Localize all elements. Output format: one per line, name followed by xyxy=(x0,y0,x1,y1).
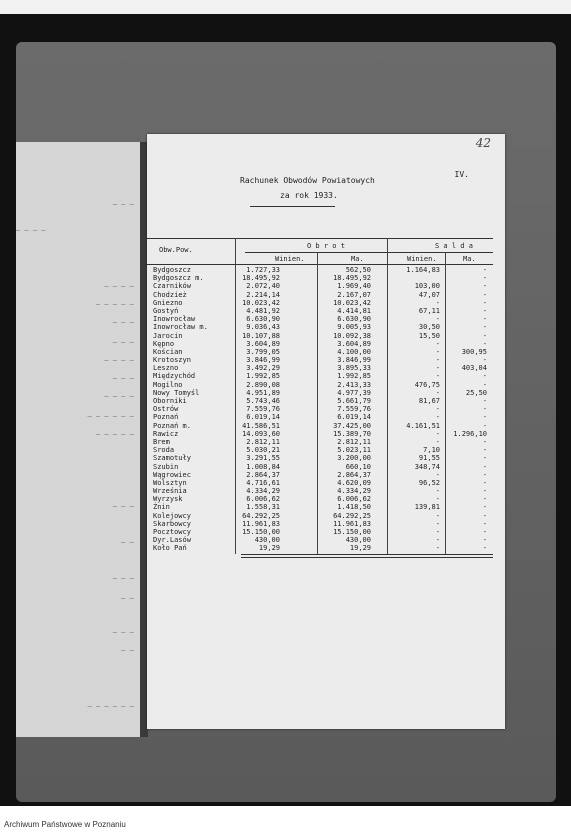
header-ma: Ma. xyxy=(351,255,364,263)
obrot-ma: 4.100,00 xyxy=(337,347,371,356)
table-row xyxy=(147,299,505,307)
district-name: Wolsztyn xyxy=(153,478,187,487)
background-page: — — — — — — — — — — — — — — — — — — — — — — — — — — — — — — — — — — — — — — — — — — — — — — — — — — — — — — — — — — — — — — — — — xyxy=(16,142,140,737)
obrot-ma: 430,00 xyxy=(345,536,371,545)
obrot-ma: 11.961,83 xyxy=(333,519,371,528)
salda-ma: - xyxy=(482,266,487,274)
header-obw-pow: Obw.Pow. xyxy=(159,246,193,254)
salda-winien: - xyxy=(435,519,440,528)
document-subtitle: za rok 1933. xyxy=(280,191,338,200)
district-name: Kolejowcy xyxy=(153,511,191,520)
obrot-winien: 10.107,88 xyxy=(242,331,280,340)
salda-winien: - xyxy=(435,364,440,373)
obrot-winien: 3.291,55 xyxy=(246,454,280,463)
header-salda: S a l d a xyxy=(435,242,473,250)
obrot-ma: 19,29 xyxy=(349,544,371,553)
table-row xyxy=(147,495,505,503)
obrot-winien: 7.559,76 xyxy=(246,405,280,414)
obrot-ma: 6.630,90 xyxy=(337,315,371,324)
district-name: Bydgoszcz m. xyxy=(153,274,204,283)
salda-ma: - xyxy=(482,454,487,463)
salda-winien: - xyxy=(435,511,440,520)
obrot-winien: 19,29 xyxy=(258,544,280,553)
archive-credit: Archiwum Państwowe w Poznaniu xyxy=(4,820,126,829)
obrot-ma: 3.846,99 xyxy=(337,356,371,365)
obrot-winien: 6.006,62 xyxy=(246,495,280,504)
obrot-ma: 5.661,79 xyxy=(337,397,371,405)
salda-winien: - xyxy=(435,315,440,324)
document-page xyxy=(147,134,505,729)
table-row xyxy=(147,454,505,462)
obrot-ma: 1.969,40 xyxy=(337,282,371,291)
district-name: Brem xyxy=(153,437,170,446)
obrot-winien: 1.008,84 xyxy=(246,462,280,471)
district-name: Dyr.Lasów xyxy=(153,536,191,545)
header-obrot: O b r o t xyxy=(307,242,345,250)
salda-ma: - xyxy=(482,298,487,307)
obrot-ma: 3.200,00 xyxy=(337,454,371,463)
table-row xyxy=(147,487,505,495)
table-row xyxy=(147,274,505,282)
salda-winien: - xyxy=(435,347,440,356)
table-body xyxy=(147,266,505,553)
salda-winien: 15,50 xyxy=(418,331,440,340)
obrot-winien: 6.630,90 xyxy=(246,315,280,324)
table-row xyxy=(147,422,505,430)
obrot-winien: 4.481,92 xyxy=(246,306,280,315)
obrot-winien: 10.023,42 xyxy=(242,298,280,307)
district-name: Wyrzysk xyxy=(153,495,183,504)
obrot-ma: 4.620,09 xyxy=(337,478,371,487)
district-name: Mogilno xyxy=(153,380,183,389)
salda-ma: - xyxy=(482,503,487,512)
table-row xyxy=(147,266,505,274)
obrot-winien: 1.992,85 xyxy=(246,372,280,381)
table-row xyxy=(147,520,505,528)
salda-winien: - xyxy=(435,405,440,414)
table-row xyxy=(147,307,505,315)
obrot-winien: 5.030,21 xyxy=(246,446,280,455)
district-name: Żnin xyxy=(153,503,170,512)
district-name: Szubin xyxy=(153,462,179,471)
header-winien: Winien. xyxy=(275,255,305,263)
header-salda-winien: Winien. xyxy=(407,255,437,263)
salda-winien: 96,52 xyxy=(418,478,440,487)
obrot-winien: 6.019,14 xyxy=(246,413,280,422)
district-name: Międzychód xyxy=(153,372,196,381)
salda-ma: - xyxy=(482,437,487,446)
salda-ma: - xyxy=(482,511,487,520)
obrot-ma: 6.006,62 xyxy=(337,495,371,504)
salda-winien: 7,10 xyxy=(423,446,440,455)
salda-winien: - xyxy=(435,413,440,422)
obrot-ma: 3.895,33 xyxy=(337,364,371,373)
district-name: Pocztowcy xyxy=(153,528,191,536)
salda-winien: - xyxy=(435,298,440,307)
salda-winien: - xyxy=(435,372,440,381)
table-row xyxy=(147,479,505,487)
district-name: Koło Pań xyxy=(153,544,187,553)
header-salda-ma: Ma. xyxy=(463,255,476,263)
table-row xyxy=(147,512,505,520)
obrot-ma: 2.812,11 xyxy=(337,437,371,446)
subtitle-rule xyxy=(250,206,335,207)
table-row xyxy=(147,397,505,405)
obrot-winien: 64.292,25 xyxy=(242,511,280,520)
obrot-winien: 2.812,11 xyxy=(246,437,280,446)
district-name: Czarników xyxy=(153,282,191,291)
obrot-winien: 9.036,43 xyxy=(246,323,280,332)
obrot-ma: 4.977,39 xyxy=(337,388,371,397)
salda-ma: - xyxy=(482,331,487,340)
obrot-ma: 562,50 xyxy=(345,266,371,274)
table-top-rule xyxy=(147,238,493,239)
salda-winien: 4.161,51 xyxy=(406,421,440,430)
obrot-winien: 11.961,83 xyxy=(242,519,280,528)
salda-winien: - xyxy=(435,528,440,536)
table-row xyxy=(147,463,505,471)
table-row xyxy=(147,364,505,372)
salda-ma: - xyxy=(482,528,487,536)
salda-ma: - xyxy=(482,397,487,405)
table-row xyxy=(147,332,505,340)
district-name: Kępno xyxy=(153,339,175,348)
obrot-winien: 2.214,14 xyxy=(246,290,280,299)
table-row xyxy=(147,323,505,331)
salda-ma: - xyxy=(482,323,487,332)
district-name: Wągrowiec xyxy=(153,470,191,479)
obrot-winien: 3.604,89 xyxy=(246,339,280,348)
district-name: Jarocin xyxy=(153,331,183,340)
district-name: Ostrów xyxy=(153,405,179,414)
obrot-ma: 15.150,00 xyxy=(333,528,371,536)
salda-winien: - xyxy=(435,437,440,446)
salda-winien: 47,07 xyxy=(418,290,440,299)
table-row xyxy=(147,340,505,348)
district-name: Rawicz xyxy=(153,429,179,438)
district-name: Poznań xyxy=(153,413,179,422)
obrot-winien: 2.072,40 xyxy=(246,282,280,291)
salda-ma: - xyxy=(482,487,487,496)
scan-frame xyxy=(0,14,571,806)
salda-ma: - xyxy=(482,356,487,365)
table-row xyxy=(147,430,505,438)
obrot-winien: 2.864,37 xyxy=(246,470,280,479)
obrot-winien: 3.799,05 xyxy=(246,347,280,356)
salda-ma: - xyxy=(482,421,487,430)
district-name: Inowrocław m. xyxy=(153,323,208,332)
total-rule-2 xyxy=(241,557,493,558)
salda-ma: - xyxy=(482,282,487,291)
district-name: Gniezno xyxy=(153,298,183,307)
obrot-ma: 7.559,76 xyxy=(337,405,371,414)
salda-ma: - xyxy=(482,446,487,455)
salda-winien: 81,67 xyxy=(418,397,440,405)
table-row xyxy=(147,503,505,511)
table-row xyxy=(147,315,505,323)
salda-ma: 403,04 xyxy=(461,364,487,373)
obrot-winien: 15.150,00 xyxy=(242,528,280,536)
salda-ma: - xyxy=(482,478,487,487)
salda-winien: 103,00 xyxy=(414,282,440,291)
table-row xyxy=(147,471,505,479)
salda-winien: - xyxy=(435,487,440,496)
table-row xyxy=(147,389,505,397)
salda-ma: - xyxy=(482,306,487,315)
obrot-ma: 4.334,29 xyxy=(337,487,371,496)
obrot-ma: 2.167,07 xyxy=(337,290,371,299)
obrot-ma: 660,10 xyxy=(345,462,371,471)
scan-background xyxy=(16,42,556,802)
table-row xyxy=(147,291,505,299)
district-name: Sroda xyxy=(153,446,175,455)
salda-ma: - xyxy=(482,413,487,422)
obrot-ma: 1.418,50 xyxy=(337,503,371,512)
header-mid-rule xyxy=(245,252,493,253)
salda-ma: - xyxy=(482,274,487,283)
district-name: Poznań m. xyxy=(153,421,191,430)
obrot-ma: 1.992,85 xyxy=(337,372,371,381)
salda-ma: - xyxy=(482,462,487,471)
salda-ma: - xyxy=(482,290,487,299)
table-row xyxy=(147,372,505,380)
salda-ma: - xyxy=(482,536,487,545)
salda-winien: 139,81 xyxy=(414,503,440,512)
district-name: Gostyń xyxy=(153,306,179,315)
obrot-winien: 430,00 xyxy=(254,536,280,545)
table-row xyxy=(147,413,505,421)
salda-winien: - xyxy=(435,339,440,348)
salda-ma: - xyxy=(482,315,487,324)
obrot-winien: 5.743,46 xyxy=(246,397,280,405)
salda-winien: - xyxy=(435,536,440,545)
district-name: Leszno xyxy=(153,364,179,373)
salda-winien: 91,55 xyxy=(418,454,440,463)
district-name: Bydgoszcz xyxy=(153,266,191,274)
table-row xyxy=(147,536,505,544)
salda-ma: 25,50 xyxy=(465,388,487,397)
district-name: Szamotuły xyxy=(153,454,191,463)
salda-ma: - xyxy=(482,339,487,348)
salda-winien: - xyxy=(435,388,440,397)
district-name: Chodzież xyxy=(153,290,187,299)
obrot-ma: 9.005,93 xyxy=(337,323,371,332)
salda-ma: - xyxy=(482,495,487,504)
salda-ma: - xyxy=(482,380,487,389)
section-number: IV. xyxy=(454,170,469,179)
obrot-winien: 1.558,31 xyxy=(246,503,280,512)
obrot-winien: 4.716,61 xyxy=(246,478,280,487)
table-row xyxy=(147,356,505,364)
salda-winien: 30,50 xyxy=(418,323,440,332)
salda-ma: 300,95 xyxy=(461,347,487,356)
salda-winien: 348,74 xyxy=(414,462,440,471)
obrot-winien: 18.495,92 xyxy=(242,274,280,283)
obrot-winien: 4.334,29 xyxy=(246,487,280,496)
obrot-winien: 1.727,33 xyxy=(246,266,280,274)
obrot-ma: 6.019,14 xyxy=(337,413,371,422)
document-title: Rachunek Obwodów Powiatowych xyxy=(240,176,375,185)
table-row xyxy=(147,282,505,290)
salda-winien: 476,75 xyxy=(414,380,440,389)
obrot-winien: 2.890,08 xyxy=(246,380,280,389)
table-row xyxy=(147,348,505,356)
salda-ma: - xyxy=(482,372,487,381)
district-name: Inowrocław xyxy=(153,315,196,324)
district-name: Kościan xyxy=(153,347,183,356)
salda-ma: - xyxy=(482,519,487,528)
district-name: Oborniki xyxy=(153,397,187,405)
obrot-winien: 4.951,89 xyxy=(246,388,280,397)
salda-ma: - xyxy=(482,544,487,553)
obrot-ma: 15.389,70 xyxy=(333,429,371,438)
obrot-winien: 3.846,99 xyxy=(246,356,280,365)
district-name: Nowy Tomyśl xyxy=(153,388,200,397)
salda-winien: - xyxy=(435,495,440,504)
salda-winien: 1.164,83 xyxy=(406,266,440,274)
table-row xyxy=(147,544,505,552)
district-name: Skarbowcy xyxy=(153,519,191,528)
table-row xyxy=(147,405,505,413)
salda-winien: - xyxy=(435,544,440,553)
table-row xyxy=(147,438,505,446)
salda-ma: - xyxy=(482,405,487,414)
salda-winien: - xyxy=(435,470,440,479)
salda-winien: - xyxy=(435,429,440,438)
salda-winien: 67,11 xyxy=(418,306,440,315)
obrot-ma: 2.864,37 xyxy=(337,470,371,479)
page-number: 42 xyxy=(475,136,491,150)
obrot-ma: 4.414,81 xyxy=(337,306,371,315)
table-row xyxy=(147,528,505,536)
obrot-winien: 14.093,60 xyxy=(242,429,280,438)
obrot-winien: 41.586,51 xyxy=(242,421,280,430)
table-row xyxy=(147,446,505,454)
obrot-ma: 10.092,38 xyxy=(333,331,371,340)
table-row xyxy=(147,381,505,389)
district-name: Krotoszyn xyxy=(153,356,191,365)
obrot-ma: 3.604,89 xyxy=(337,339,371,348)
header-bottom-rule xyxy=(147,264,493,265)
obrot-ma: 64.292,25 xyxy=(333,511,371,520)
obrot-ma: 10.023,42 xyxy=(333,298,371,307)
obrot-ma: 18.495,92 xyxy=(333,274,371,283)
total-rule-1 xyxy=(241,554,493,555)
salda-winien: - xyxy=(435,356,440,365)
salda-ma: - xyxy=(482,470,487,479)
obrot-ma: 2.413,33 xyxy=(337,380,371,389)
district-name: Września xyxy=(153,487,187,496)
obrot-ma: 37.425,00 xyxy=(333,421,371,430)
obrot-winien: 3.492,29 xyxy=(246,364,280,373)
salda-ma: 1.296,10 xyxy=(453,429,487,438)
obrot-ma: 5.023,11 xyxy=(337,446,371,455)
